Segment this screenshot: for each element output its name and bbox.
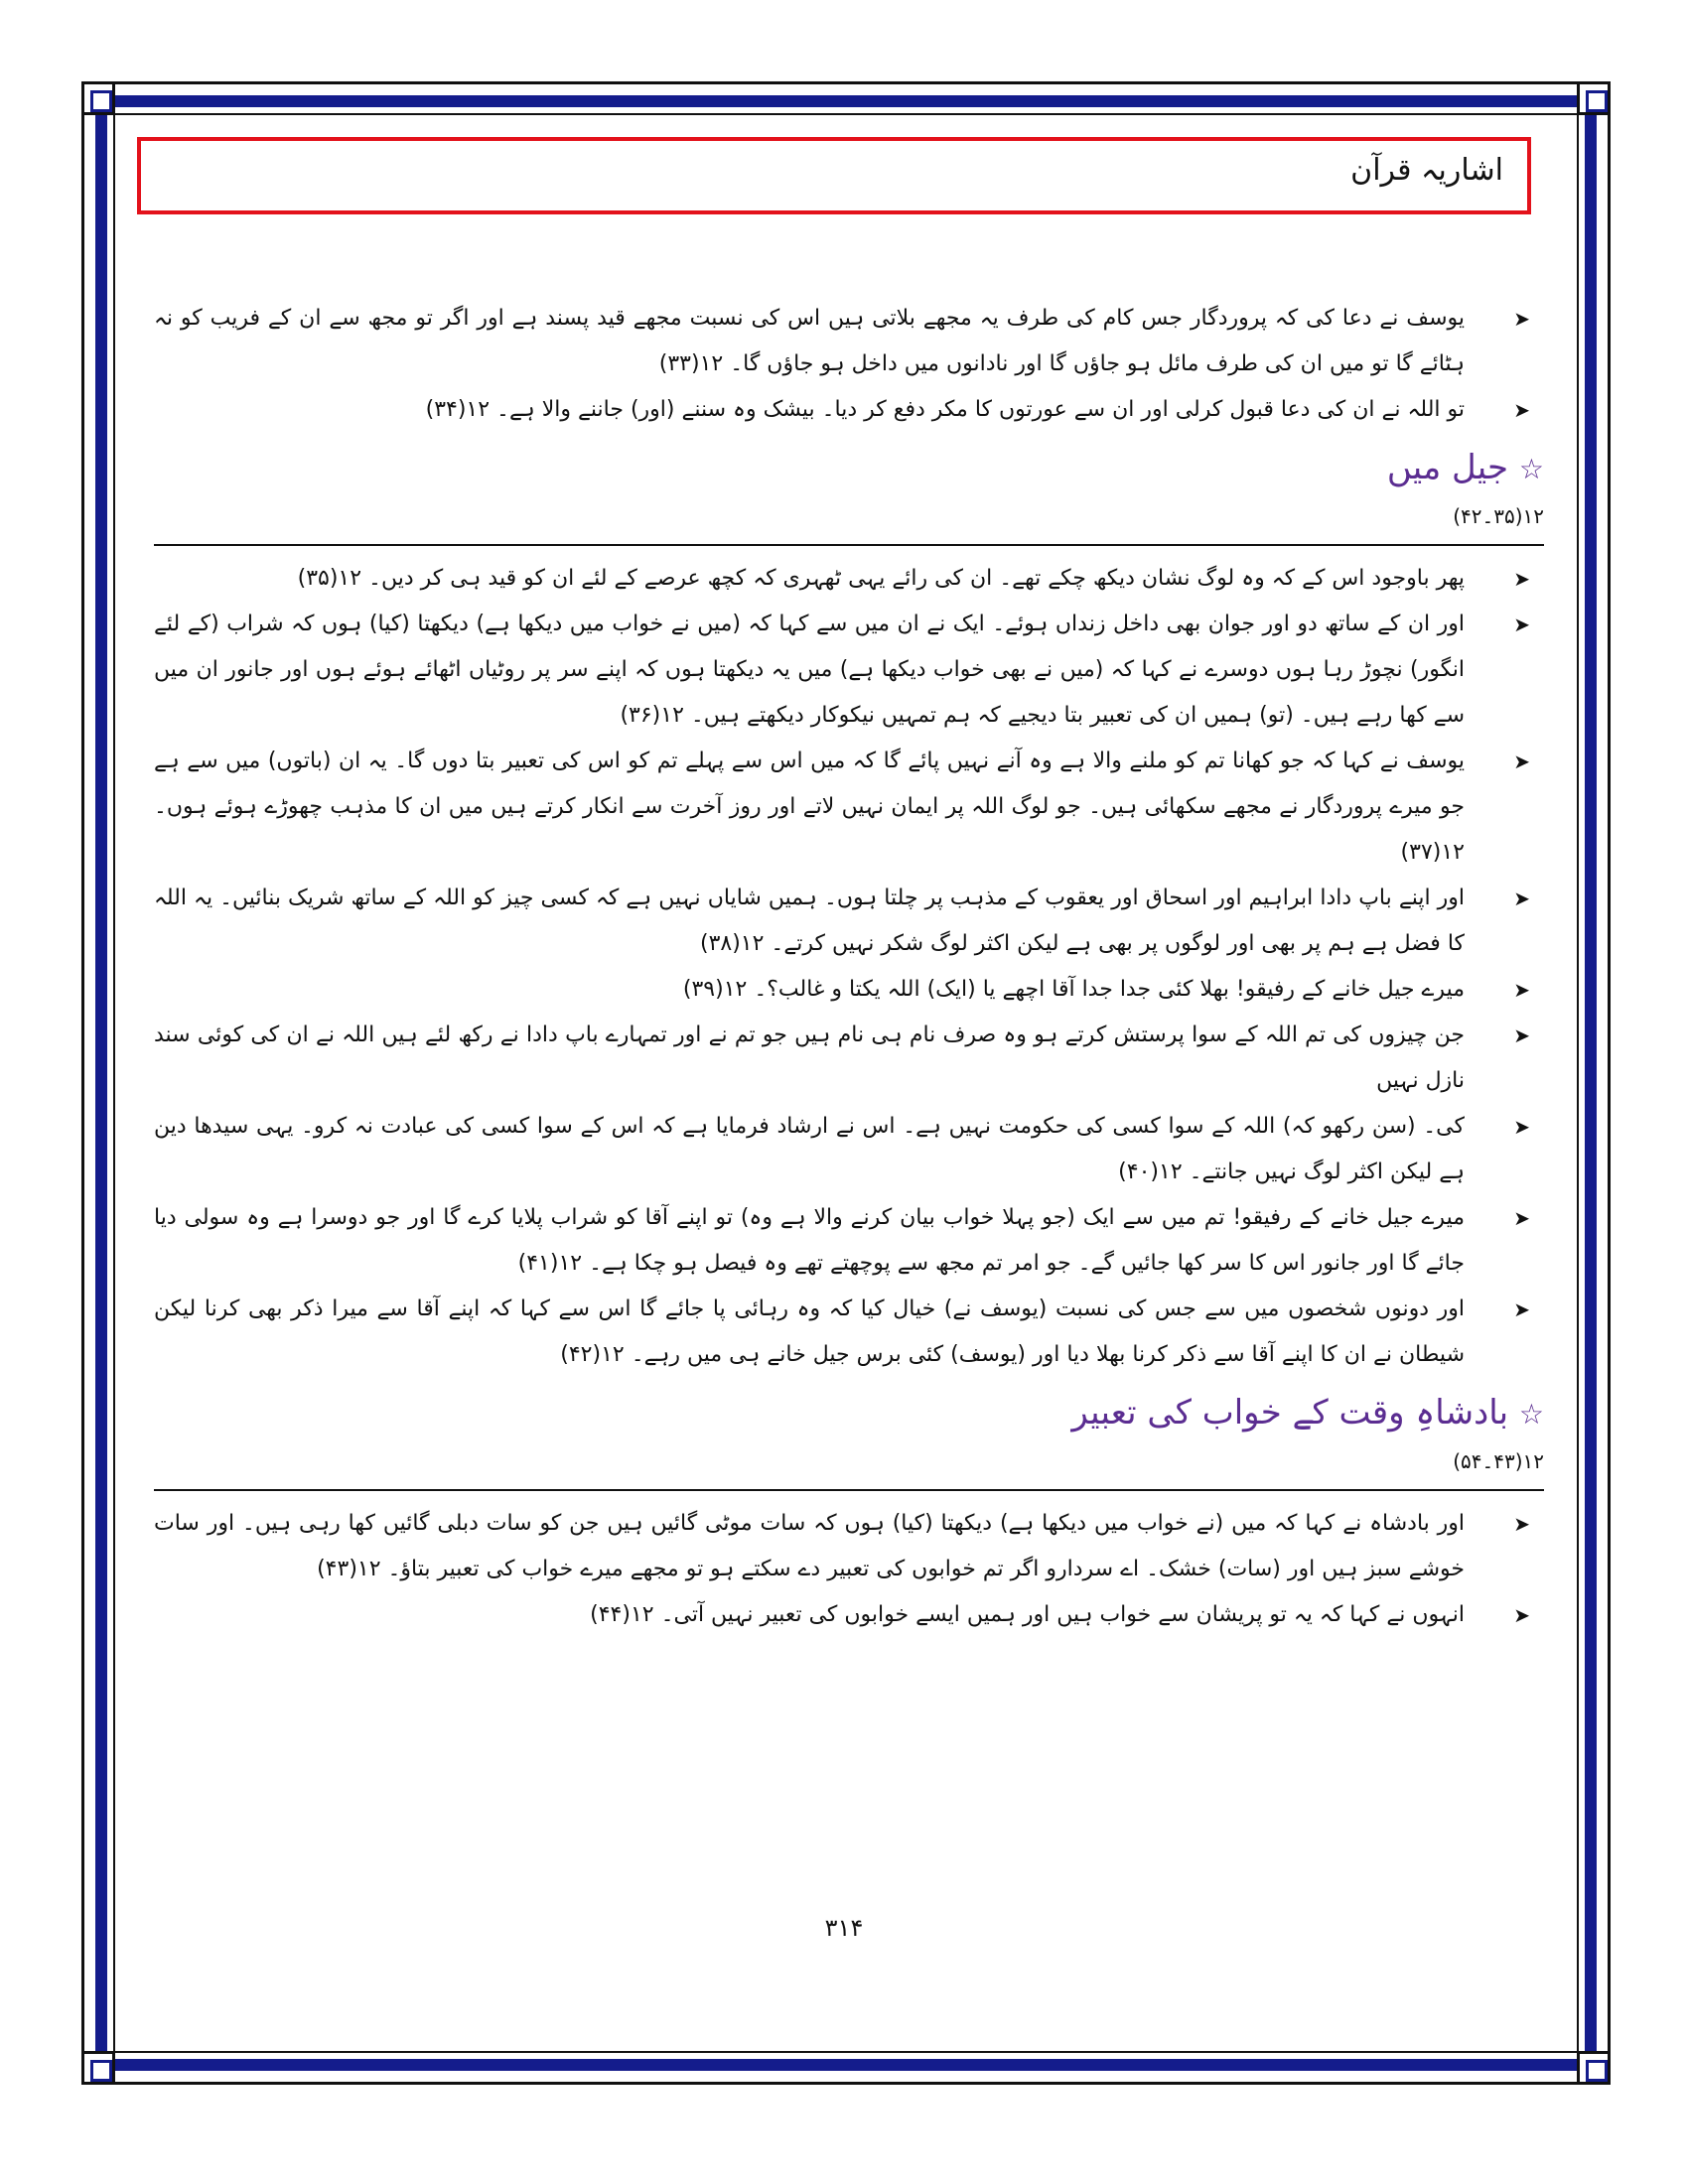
star-outline-icon: ☆ xyxy=(1518,1398,1544,1431)
arrowhead-icon: ➤ xyxy=(1513,887,1530,910)
list-item: ➤ اور اپنے باپ دادا ابراہیم اور اسحاق اور یعقوب کے مذہب پر چلتا ہوں۔ ہمیں شایاں نہیں ہے کہ کسی چیز کو اللہ کے ساتھ شریک بنائیں۔ یہ اللہ کا فضل ہے ہم پر بھی اور لوگوں پر بھی ہے لیکن اکثر لوگ شکر نہیں کرتے۔ ۱۲(۳۸) xyxy=(154,876,1544,967)
arrowhead-icon: ➤ xyxy=(1513,750,1530,773)
frame-corner-top-left xyxy=(81,81,115,115)
arrowhead-icon: ➤ xyxy=(1513,1206,1530,1230)
list-item: ➤ اور دونوں شخصوں میں سے جس کی نسبت (یوسف نے) خیال کیا کہ وہ رہائی پا جائے گا اس سے کہا کہ اپنے آقا سے میرا ذکر بھی کرنا لیکن شیطان نے ان کا اپنے آقا سے ذکر کرنا بھلا دیا اور (یوسف) کئی برس جیل خانے ہی میں رہے۔ ۱۲(۴۲) xyxy=(154,1287,1544,1378)
list-item: ➤ کی۔ (سن رکھو کہ) اللہ کے سوا کسی کی حکومت نہیں ہے۔ اس نے ارشاد فرمایا ہے کہ اس کے سوا کسی کی عبادت نہ کرو۔ یہی سیدھا دین ہے لیکن اکثر لوگ نہیں جانتے۔ ۱۲(۴۰) xyxy=(154,1104,1544,1195)
arrowhead-icon: ➤ xyxy=(1513,1297,1530,1321)
list-item: ➤ اور ان کے ساتھ دو اور جوان بھی داخل زنداں ہوئے۔ ایک نے ان میں سے کہا کہ (میں نے خواب میں دیکھا ہے) دیکھتا (کیا) ہوں کہ شراب (کے لئے انگور) نچوڑ رہا ہوں دوسرے نے کہا کہ (میں نے بھی خواب دیکھا ہے) میں یہ دیکھتا ہوں کہ اپنے سر پر روٹیاں اٹھائے ہوئے ہوں اور جانور ان میں سے کھا رہے ہیں۔ (تو) ہمیں ان کی تعبیر بتا دیجیے کہ ہم تمہیں نیکوکار دیکھتے ہیں۔ ۱۲(۳۶) xyxy=(154,602,1544,739)
frame-corner-top-right xyxy=(1577,81,1611,115)
arrowhead-icon: ➤ xyxy=(1513,307,1530,331)
list-item: ➤ جن چیزوں کی تم اللہ کے سوا پرستش کرتے ہو وہ صرف نام ہی نام ہیں جو تم نے اور تمہارے باپ دادا نے رکھ لئے ہیں اللہ نے ان کی کوئی سند نازل نہیں xyxy=(154,1013,1544,1104)
section-reference: ۱۲(۳۵۔۴۲) xyxy=(1453,504,1544,528)
page-number: ۳۱۴ xyxy=(824,1914,864,1942)
list-item: ➤ میرے جیل خانے کے رفیقو! بھلا کئی جدا جدا آقا اچھے یا (ایک) اللہ یکتا و غالب؟۔ ۱۲(۳۹) xyxy=(154,967,1544,1013)
star-outline-icon: ☆ xyxy=(1518,453,1544,485)
arrowhead-icon: ➤ xyxy=(1513,613,1530,636)
section-reference: ۱۲(۴۳۔۵۴) xyxy=(1453,1449,1544,1473)
frame-corner-bottom-left xyxy=(81,2051,115,2085)
section-intro xyxy=(154,296,1544,433)
list-item: ➤ تو اللہ نے ان کی دعا قبول کرلی اور ان سے عورتوں کا مکر دفع کر دیا۔ بیشک وہ سننے (اور) جاننے والا ہے۔ ۱۲(۳۴) xyxy=(154,387,1544,433)
arrowhead-icon: ➤ xyxy=(1513,1603,1530,1627)
section-heading: ☆ بادشاہِ وقت کے خواب کی تعبیر xyxy=(1071,1393,1544,1433)
arrowhead-icon: ➤ xyxy=(1513,567,1530,591)
main-content xyxy=(154,296,1544,1638)
arrowhead-icon: ➤ xyxy=(1513,1512,1530,1536)
list-item: ➤ پھر باوجود اس کے کہ وہ لوگ نشان دیکھ چکے تھے۔ ان کی رائے یہی ٹھہری کہ کچھ عرصے کے لئے ان کو قید ہی کر دیں۔ ۱۲(۳۵) xyxy=(154,556,1544,602)
arrowhead-icon: ➤ xyxy=(1513,398,1530,422)
arrowhead-icon: ➤ xyxy=(1513,978,1530,1002)
divider xyxy=(154,1489,1544,1491)
page-title: اشاریہ قرآن xyxy=(1350,153,1503,188)
list-item: ➤ میرے جیل خانے کے رفیقو! تم میں سے ایک (جو پہلا خواب بیان کرنے والا ہے وہ) تو اپنے آقا کو شراب پلایا کرے گا اور جو دوسرا ہے وہ سولی دیا جائے گا اور جانور اس کا سر کھا جائیں گے۔ جو امر تم مجھ سے پوچھتے تھے وہ فیصل ہو چکا ہے۔ ۱۲(۴۱) xyxy=(154,1195,1544,1287)
arrowhead-icon: ➤ xyxy=(1513,1115,1530,1139)
list-item: ➤ یوسف نے دعا کی کہ پروردگار جس کام کی طرف یہ مجھے بلاتی ہیں اس کی نسبت مجھے قید پسند ہے اور اگر تو مجھ سے ان کے فریب کو نہ ہٹائے گا تو میں ان کی طرف مائل ہو جاؤں گا اور نادانوں میں داخل ہو جاؤں گا۔ ۱۲(۳۳) xyxy=(154,296,1544,387)
section-kings-dream xyxy=(154,1386,1544,1638)
header-box xyxy=(137,137,1531,214)
arrowhead-icon: ➤ xyxy=(1513,1024,1530,1047)
list-item: ➤ یوسف نے کہا کہ جو کھانا تم کو ملنے والا ہے وہ آنے نہیں پائے گا کہ میں اس سے پہلے تم کو اس کی تعبیر بتا دوں گا۔ یہ ان (باتوں) میں سے ہے جو میرے پروردگار نے مجھے سکھائی ہیں۔ جو لوگ اللہ پر ایمان نہیں لاتے اور روز آخرت سے انکار کرتے ہیں میں ان کا مذہب چھوڑے ہوئے ہوں۔ ۱۲(۳۷) xyxy=(154,739,1544,876)
divider xyxy=(154,544,1544,546)
frame-corner-bottom-right xyxy=(1577,2051,1611,2085)
section-in-jail xyxy=(154,441,1544,1378)
section-heading: ☆ جیل میں xyxy=(1386,448,1544,487)
list-item: ➤ اور بادشاہ نے کہا کہ میں (نے خواب میں دیکھا ہے) دیکھتا (کیا) ہوں کہ سات موٹی گائیں ہیں جن کو سات دبلی گائیں کھا رہی ہیں۔ اور سات خوشے سبز ہیں اور (سات) خشک۔ اے سردارو اگر تم خوابوں کی تعبیر دے سکتے ہو تو مجھے میرے خواب کی تعبیر بتاؤ۔ ۱۲(۴۳) xyxy=(154,1501,1544,1592)
list-item: ➤ انہوں نے کہا کہ یہ تو پریشان سے خواب ہیں اور ہمیں ایسے خوابوں کی تعبیر نہیں آتی۔ ۱۲(۴۴) xyxy=(154,1592,1544,1638)
